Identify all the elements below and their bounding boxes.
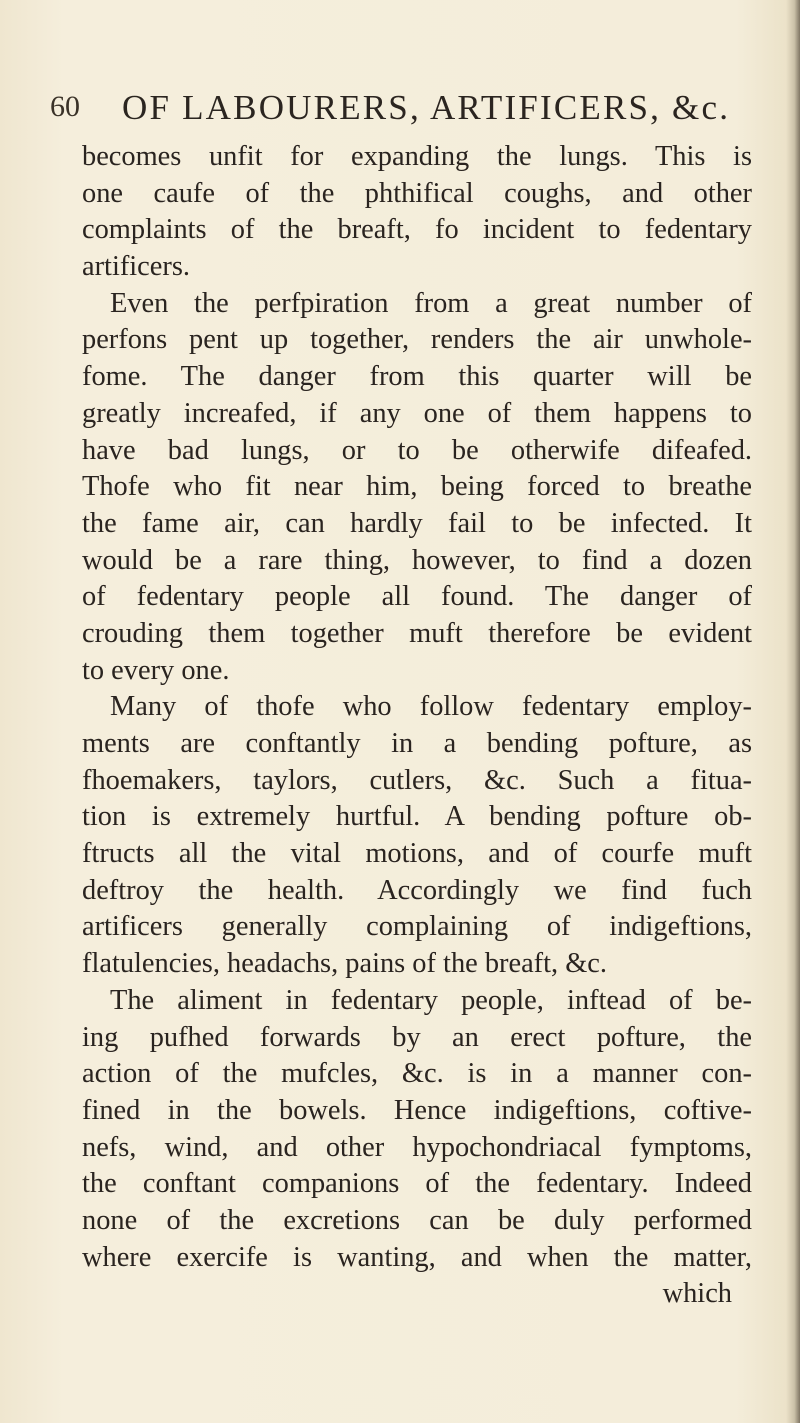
text-line: action of the mufcles, &c. is in a manner con- [82,1058,752,1090]
paragraph-start: Many of thofe who follow fedentary employ- [110,691,752,723]
page-edge-shadow [786,0,800,1423]
text-line: crouding them together muft therefore be evident [82,617,752,649]
text-line: tion is extremely hurtful. A bending pofture ob- [82,801,752,833]
text-line: the conftant companions of the fedentary. Indeed [82,1168,752,1200]
text-line: of fedentary people all found. The danger of [82,581,752,613]
running-head: OF LABOURERS, ARTIFICERS, &c. [122,88,731,127]
text-line: deftroy the health. Accordingly we find fuch [82,874,752,906]
text-line: becomes unfit for expanding the lungs. This is [82,141,752,172]
text-line: Thofe who fit near him, being forced to breathe [82,471,752,503]
text-line: fined in the bowels. Hence indigeftions, coftive- [82,1094,752,1126]
catchword: which [662,1278,732,1310]
text-line: nefs, wind, and other hypochondriacal fymptoms, [82,1131,752,1163]
paragraph-start: Even the perfpiration from a great number of [110,287,752,319]
text-line: flatulencies, headachs, pains of the breaft, &c. [82,948,608,980]
text-line: the fame air, can hardly fail to be infected. It [82,507,752,539]
text-line: complaints of the breaft, fo incident to fedentary [82,214,752,246]
page-number: 60 [50,90,80,123]
text-line: where exercife is wanting, and when the matter, [82,1241,752,1273]
text-line: ments are conftantly in a bending pofture, as [82,728,752,759]
text-line: fome. The danger from this quarter will be [82,361,752,393]
text-line: one caufe of the phthifical coughs, and other [82,177,752,209]
text-line: ing pufhed forwards by an erect pofture, the [82,1021,752,1053]
text-line: greatly increafed, if any one of them happens to [82,397,752,429]
body-text [82,139,752,1313]
text-line: artificers. [82,251,190,283]
page-header [50,88,750,128]
text-line: have bad lungs, or to be otherwife difeafed. [82,434,752,466]
text-line: perfons pent up together, renders the air unwhole- [82,324,752,356]
text-line: would be a rare thing, however, to find a dozen [82,544,752,576]
text-line: none of the excretions can be duly performed [82,1204,752,1236]
text-line: to every one. [82,654,230,686]
paragraph-start: The aliment in fedentary people, inftead of be- [110,984,752,1016]
text-line: fhoemakers, taylors, cutlers, &c. Such a fitua- [82,764,752,796]
text-line: ftructs all the vital motions, and of courfe muft [82,838,752,870]
text-line: artificers generally complaining of indigeftions, [82,911,752,943]
